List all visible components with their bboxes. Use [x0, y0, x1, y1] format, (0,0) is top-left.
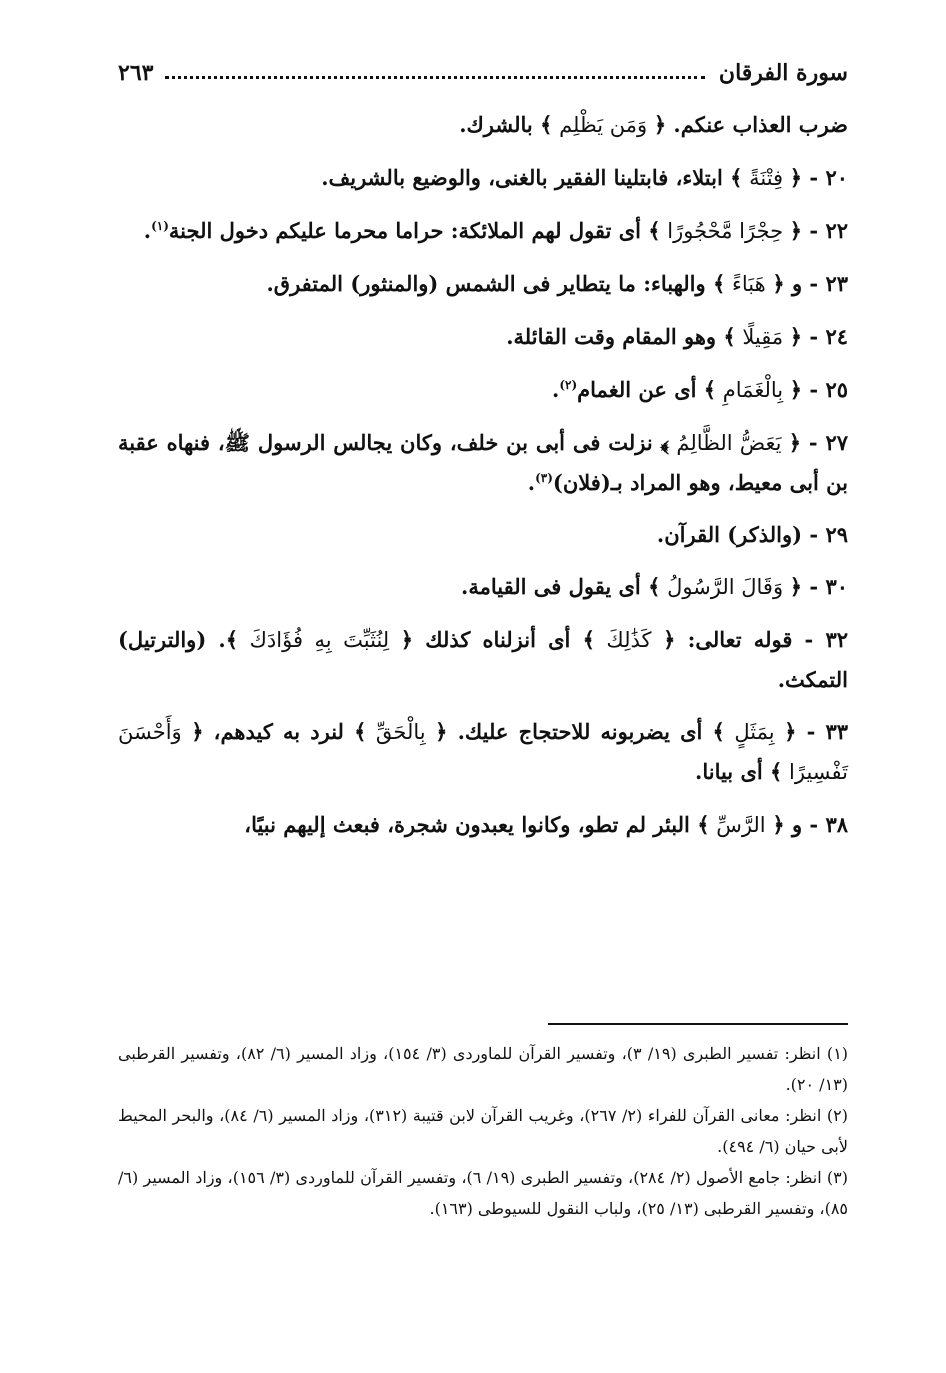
- page-number: ٢٦٣: [118, 60, 154, 86]
- commentary-text: لنرد به كيدهم،: [203, 719, 355, 744]
- commentary-text: ٢٣ - و: [784, 271, 848, 296]
- commentary-text: ٢٢ -: [802, 218, 848, 243]
- quran-bracket: ﴾: [225, 627, 239, 652]
- quran-bracket: ﴾: [770, 759, 783, 784]
- quran-phrase: وَأَحْسَنَ تَفْسِيرًا: [118, 720, 848, 784]
- quran-bracket: ﴿: [435, 719, 448, 744]
- commentary-text: ٢٤ -: [802, 324, 848, 349]
- quran-bracket: ﴿: [789, 218, 803, 243]
- commentary-entry: [118, 712, 848, 792]
- quran-phrase: لِنُثَبِّتَ بِهِ فُؤَادَكَ: [238, 628, 401, 652]
- quran-bracket: ﴾: [648, 218, 661, 243]
- commentary-text: أى بيانا.: [695, 759, 771, 784]
- commentary-text: ٣٨ - و: [784, 812, 848, 837]
- quran-bracket: ﴾: [660, 430, 670, 455]
- footnotes-section: [118, 1038, 848, 1224]
- quran-bracket: ﴿: [653, 112, 667, 137]
- quran-phrase: مَقِيلًا: [735, 325, 790, 349]
- quran-phrase: وَمَن يَظْلِم: [552, 113, 654, 137]
- quran-bracket: ﴾: [540, 112, 553, 137]
- commentary-text: والهباء: ما يتطاير فى الشمس (والمنثور) المتفرق.: [266, 271, 713, 296]
- footnote-marker: (٢): [559, 378, 578, 392]
- commentary-text: ٣٠ -: [802, 574, 848, 599]
- quran-phrase: هَبَاءً: [725, 272, 773, 296]
- commentary-text: أى أنزلناه كذلك: [413, 627, 583, 652]
- footnote: (١) انظر: تفسير الطبرى (١٩/ ٣)، وتفسير القرآن للماوردى (٣/ ١٥٤)، وزاد المسير (٦/ ٨٢)، وتفسير القرطبى (١٣/ ٢٠).: [118, 1044, 849, 1094]
- footnote-separator: [548, 1023, 848, 1025]
- commentary-text: وهو المقام وقت القائلة.: [506, 324, 724, 349]
- quran-bracket: ﴿: [772, 812, 785, 837]
- commentary-entry: [118, 423, 848, 502]
- commentary-text: ابتلاء، فابتلينا الفقير بالغنى، والوضيع بالشريف.: [321, 165, 731, 190]
- quran-bracket: ﴾: [582, 627, 595, 652]
- header-dotted-leader: [165, 76, 704, 79]
- commentary-entry: [118, 105, 848, 145]
- quran-bracket: ﴿: [663, 627, 676, 652]
- footnote: (٢) انظر: معانى القرآن للفراء (٢/ ٢٦٧)، وغريب القرآن لابن قتيبة (٣١٢)، وزاد المسير (٦/ ٨٤)، والبحر المحيط لأبى حيان (٦/ ٤٩٤).: [118, 1106, 848, 1156]
- footnote-marker: (٣): [535, 471, 553, 485]
- commentary-entry: [118, 805, 848, 845]
- quran-bracket: ﴿: [191, 719, 204, 744]
- quran-bracket: ﴿: [789, 377, 803, 402]
- commentary-entry: [118, 317, 848, 357]
- commentary-text: .: [143, 218, 152, 243]
- quran-phrase: فِتْنَةً: [742, 166, 790, 190]
- commentary-text: أى تقول لهم الملائكة: حراما محرما عليكم دخول الجنة: [168, 218, 649, 243]
- book-page: [118, 40, 848, 1340]
- commentary-text: ٢٧ -: [801, 430, 848, 455]
- page-header: [118, 56, 848, 90]
- quran-bracket: ﴾: [703, 377, 717, 402]
- commentary-text: أى عن الغمام: [577, 377, 704, 402]
- quran-bracket: ﴿: [772, 271, 785, 296]
- quran-bracket: ﴾: [730, 165, 743, 190]
- commentary-text: ٢٩ - (والذكر) القرآن.: [656, 522, 848, 547]
- commentary-text: . (والترتيل) التمكث.: [118, 627, 848, 692]
- commentary-entry: [118, 515, 848, 554]
- commentary-text: ٣٣ -: [796, 719, 849, 744]
- quran-bracket: ﴿: [789, 165, 803, 190]
- commentary-entry: [118, 158, 848, 198]
- quran-bracket: ﴾: [712, 271, 726, 296]
- commentary-entry: [118, 370, 848, 410]
- quran-phrase: حِجْرًا مَّحْجُورًا: [660, 219, 790, 243]
- commentary-text: .: [552, 377, 560, 402]
- quran-bracket: ﴿: [400, 627, 414, 652]
- commentary-text: .: [527, 470, 536, 495]
- commentary-entry: [118, 211, 848, 251]
- commentary-entry: [118, 620, 848, 699]
- quran-phrase: كَذَٰلِكَ: [594, 628, 664, 652]
- commentary-text: ٢٠ -: [802, 165, 848, 190]
- quran-bracket: ﴾: [648, 574, 661, 599]
- footnote-marker: (١): [151, 219, 169, 233]
- surah-title: سورة الفرقان: [718, 60, 848, 86]
- quran-phrase: بِالْغَمَامِ: [716, 378, 790, 402]
- commentary-body: [118, 105, 848, 858]
- commentary-entry: [118, 264, 848, 304]
- quran-phrase: الرَّسِّ: [709, 813, 773, 837]
- quran-phrase: يَعَضُّ الظَّالِمُ: [669, 431, 789, 455]
- commentary-text: بالشرك.: [459, 112, 541, 137]
- commentary-text: أى يضربونه للاحتجاج عليك.: [447, 719, 713, 744]
- quran-phrase: بِمَثَلٍ: [724, 720, 785, 744]
- commentary-text: البئر لم تطو، وكانوا يعبدون شجرة، فبعث إليهم نبيًا،: [244, 812, 698, 837]
- quran-bracket: ﴿: [789, 574, 803, 599]
- quran-phrase: وَقَالَ الرَّسُولُ: [660, 575, 790, 599]
- quran-bracket: ﴾: [723, 324, 736, 349]
- commentary-text: ٣٢ - قوله تعالى:: [675, 627, 848, 652]
- quran-bracket: ﴿: [788, 430, 802, 455]
- commentary-text: ضرب العذاب عنكم.: [666, 112, 848, 137]
- footnote: (٣) انظر: جامع الأصول (٢/ ٢٨٤)، وتفسير الطبرى (١٩/ ٦)، وتفسير القرآن للماوردى (٣/ ١٥٦)، وزاد المسير (٦/ ٨٥)، وتفسير القرطبى (١٣/ ٢٥)، ولباب النقول للسيوطى (١٦٣).: [118, 1168, 849, 1218]
- commentary-text: أى يقول فى القيامة.: [461, 574, 649, 599]
- quran-bracket: ﴾: [354, 719, 367, 744]
- quran-bracket: ﴿: [784, 719, 797, 744]
- quran-phrase: بِالْحَقِّ: [366, 720, 436, 744]
- commentary-entry: [118, 567, 848, 607]
- quran-bracket: ﴿: [789, 324, 803, 349]
- quran-bracket: ﴾: [697, 812, 710, 837]
- commentary-text: نزلت فى أبى بن خلف، وكان يجالس الرسول ﷺ، فنهاه عقبة بن أبى معيط، وهو المراد بـ(فلان): [118, 430, 848, 495]
- quran-bracket: ﴾: [712, 719, 725, 744]
- commentary-text: ٢٥ -: [802, 377, 848, 402]
